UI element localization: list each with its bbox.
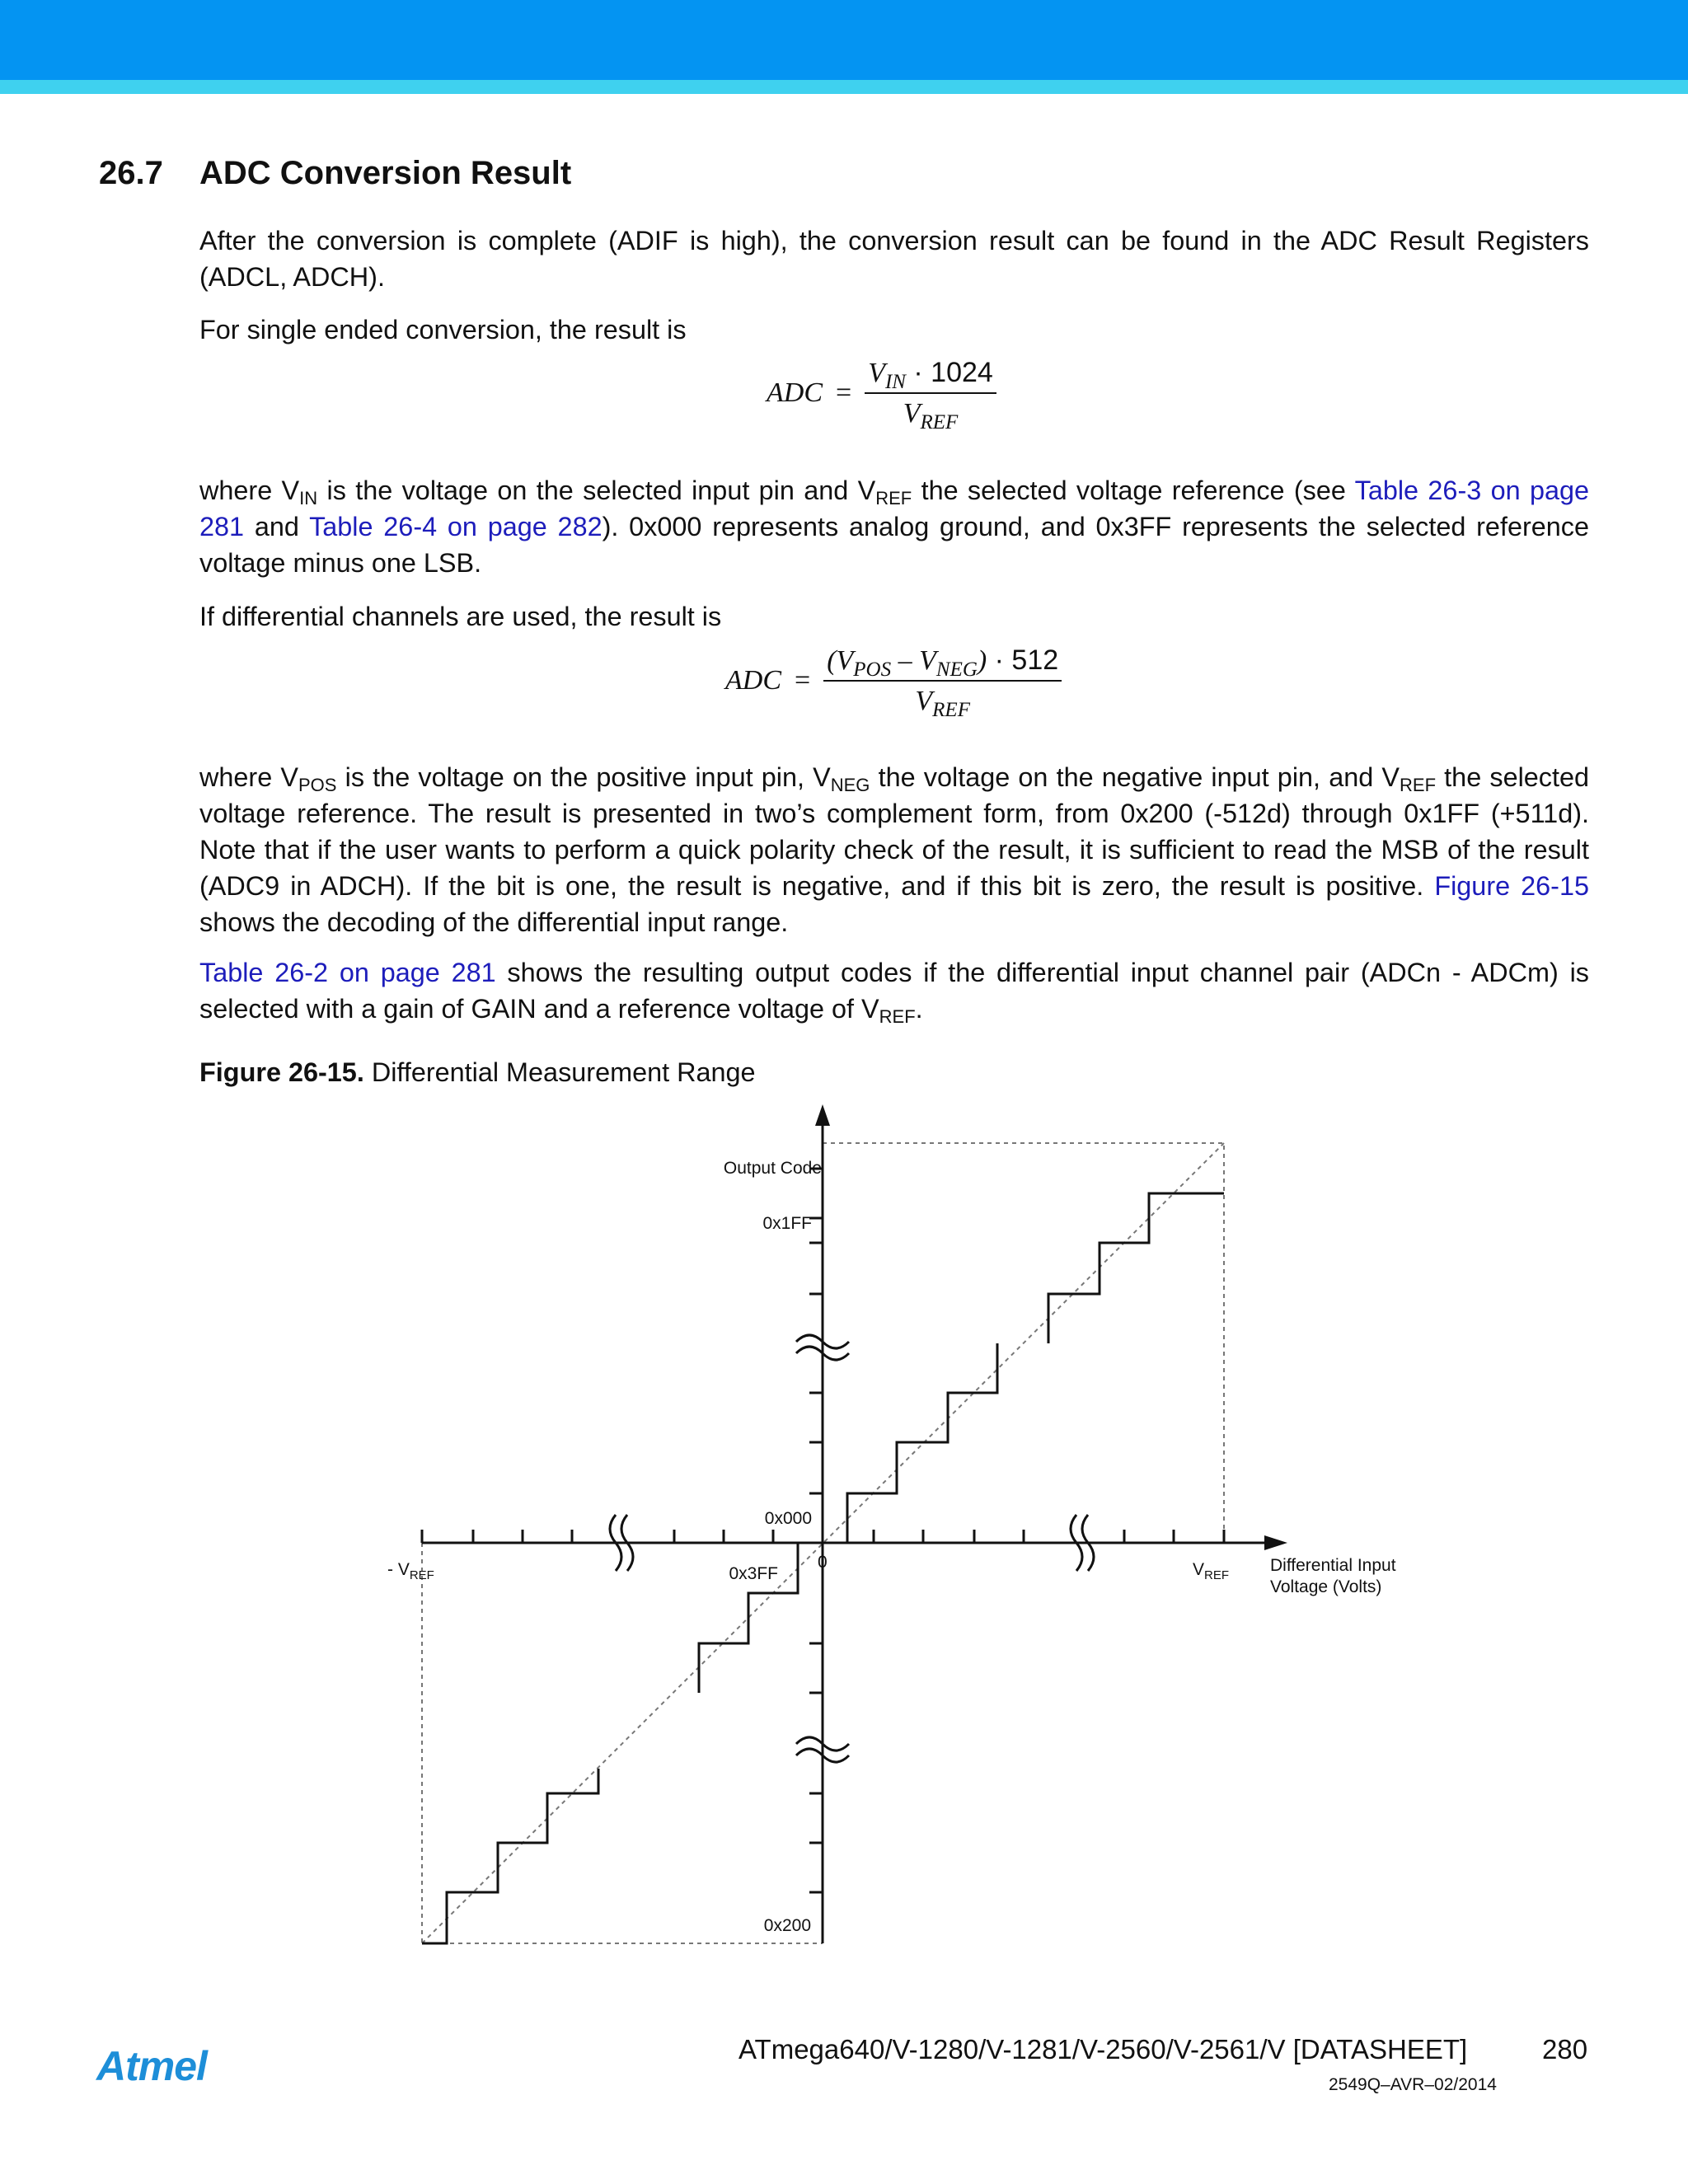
footer-page-number: 280 (1542, 2034, 1588, 2064)
eq2-num-sub-neg: NEG (935, 658, 978, 681)
label-x-axis-line1: Differential Input (1270, 1556, 1396, 1575)
label-code-200: 0x200 (763, 1916, 811, 1935)
eq2-lhs: ADC (725, 665, 781, 696)
p6-sub-ref: REF (879, 1006, 916, 1027)
paragraph-single-ended: For single ended conversion, the result is (199, 315, 687, 344)
p3-sub-ref: REF (875, 488, 912, 509)
positive-steps-lower (847, 1343, 997, 1543)
p3-text-c: the selected voltage reference (see (912, 476, 1355, 505)
p5-text-d: the selected voltage reference. The result is presented in two’s complement form, from 0x200 (-512d) through 0x1FF (+511d). Note that if the user wants to perform a quick polarity check of the result, it is sufficient to read the MSB of the result (ADC9 in ADCH). If the bit is one, the result is negative, and if this bit is zero, the result is positive. (199, 762, 1590, 901)
p5-text-c: the voltage on the negative input pin, and V (870, 762, 1400, 792)
p6-text-a: shows the resulting output codes if the differential input channel pair (ADCn - ADCm) is selected with a gain of GAIN and a reference voltage of V (199, 958, 1589, 1024)
eq1-den-sub: REF (920, 411, 959, 434)
label-neg-vref-prefix: - V (387, 1560, 410, 1579)
y-axis-arrow-icon (815, 1104, 830, 1126)
figure-caption-label: Figure 26-15. (199, 1057, 364, 1087)
eq2-equals: = (795, 665, 811, 696)
eq1-num-v: V (868, 358, 885, 388)
axis-breaks (610, 1335, 1094, 1762)
eq1-lhs: ADC (767, 377, 823, 408)
link-table-26-2[interactable]: Table 26-2 on page 281 (199, 958, 496, 987)
atmel-logo: Atmel (96, 2043, 207, 2089)
label-output-code: Output Code (723, 1159, 822, 1178)
paragraph-intro: After the conversion is complete (ADIF is high), the conversion result can be found in the ADC Result Registers (ADCL, ADCH). (199, 226, 1589, 292)
p3-text-b: is the voltage on the selected input pin and V (317, 476, 876, 505)
label-code-000: 0x000 (764, 1509, 812, 1528)
paragraph-differential: If differential channels are used, the result is (199, 602, 722, 631)
label-zero: 0 (818, 1553, 828, 1572)
eq2-num-sub-pos: POS (853, 658, 892, 681)
section-number: 26.7 (99, 155, 163, 191)
label-code-1ff: 0x1FF (762, 1214, 812, 1233)
label-vref (1193, 1560, 1229, 1582)
label-code-3ff: 0x3FF (729, 1564, 778, 1583)
label-x-axis-line2: Voltage (Volts) (1270, 1577, 1382, 1596)
eq2-num-mid: – V (891, 645, 936, 676)
footer-document-title: ATmega640/V-1280/V-1281/V-2560/V-2561/V [DATASHEET] (738, 2034, 1468, 2064)
p3-text-a: where V (199, 476, 300, 505)
link-figure-26-15[interactable]: Figure 26-15 (1434, 871, 1589, 901)
link-table-26-3[interactable]: Table 26-3 on page 281 (199, 476, 1589, 541)
eq1-num-sub: IN (884, 371, 906, 393)
figure-caption-text: Differential Measurement Range (363, 1057, 756, 1087)
eq1-den-v: V (903, 398, 921, 429)
label-neg-vref (387, 1560, 434, 1582)
eq2-num-open: (V (827, 645, 854, 676)
x-axis-arrow-icon (1264, 1535, 1287, 1550)
p5-text-e: shows the decoding of the differential input range. (199, 907, 789, 937)
positive-steps-upper (1048, 1193, 1224, 1343)
link-table-26-4[interactable]: Table 26-4 on page 282 (309, 512, 603, 541)
p5-sub-ref: REF (1400, 775, 1437, 795)
eq2-num-rest: · 512 (987, 644, 1059, 676)
eq2-den-sub: REF (932, 699, 970, 721)
eq2-den-v: V (915, 686, 933, 716)
section-title: ADC Conversion Result (199, 155, 572, 191)
y-axis-ticks (809, 1169, 823, 1892)
label-vref-v: V (1193, 1560, 1205, 1579)
footer-document-code: 2549Q–AVR–02/2014 (1329, 2075, 1497, 2094)
label-vref-sub: REF (1204, 1568, 1230, 1582)
p5-text-b: is the voltage on the positive input pin, V (336, 762, 831, 792)
p3-text-d: and (244, 512, 310, 541)
p6-text-b: . (915, 994, 923, 1024)
eq2-num-close: ) (977, 645, 987, 676)
eq1-num-rest: · 1024 (905, 357, 993, 388)
p5-sub-pos: POS (298, 775, 337, 795)
p3-text-e: ). 0x000 represents analog ground, and 0x3FF represents the selected reference voltage minus one LSB. (199, 512, 1589, 578)
p3-sub-in: IN (299, 488, 318, 509)
p5-text-a: where V (199, 762, 298, 792)
p5-sub-neg: NEG (830, 775, 870, 795)
label-neg-vref-sub: REF (409, 1568, 434, 1582)
eq1-equals: = (836, 377, 852, 408)
